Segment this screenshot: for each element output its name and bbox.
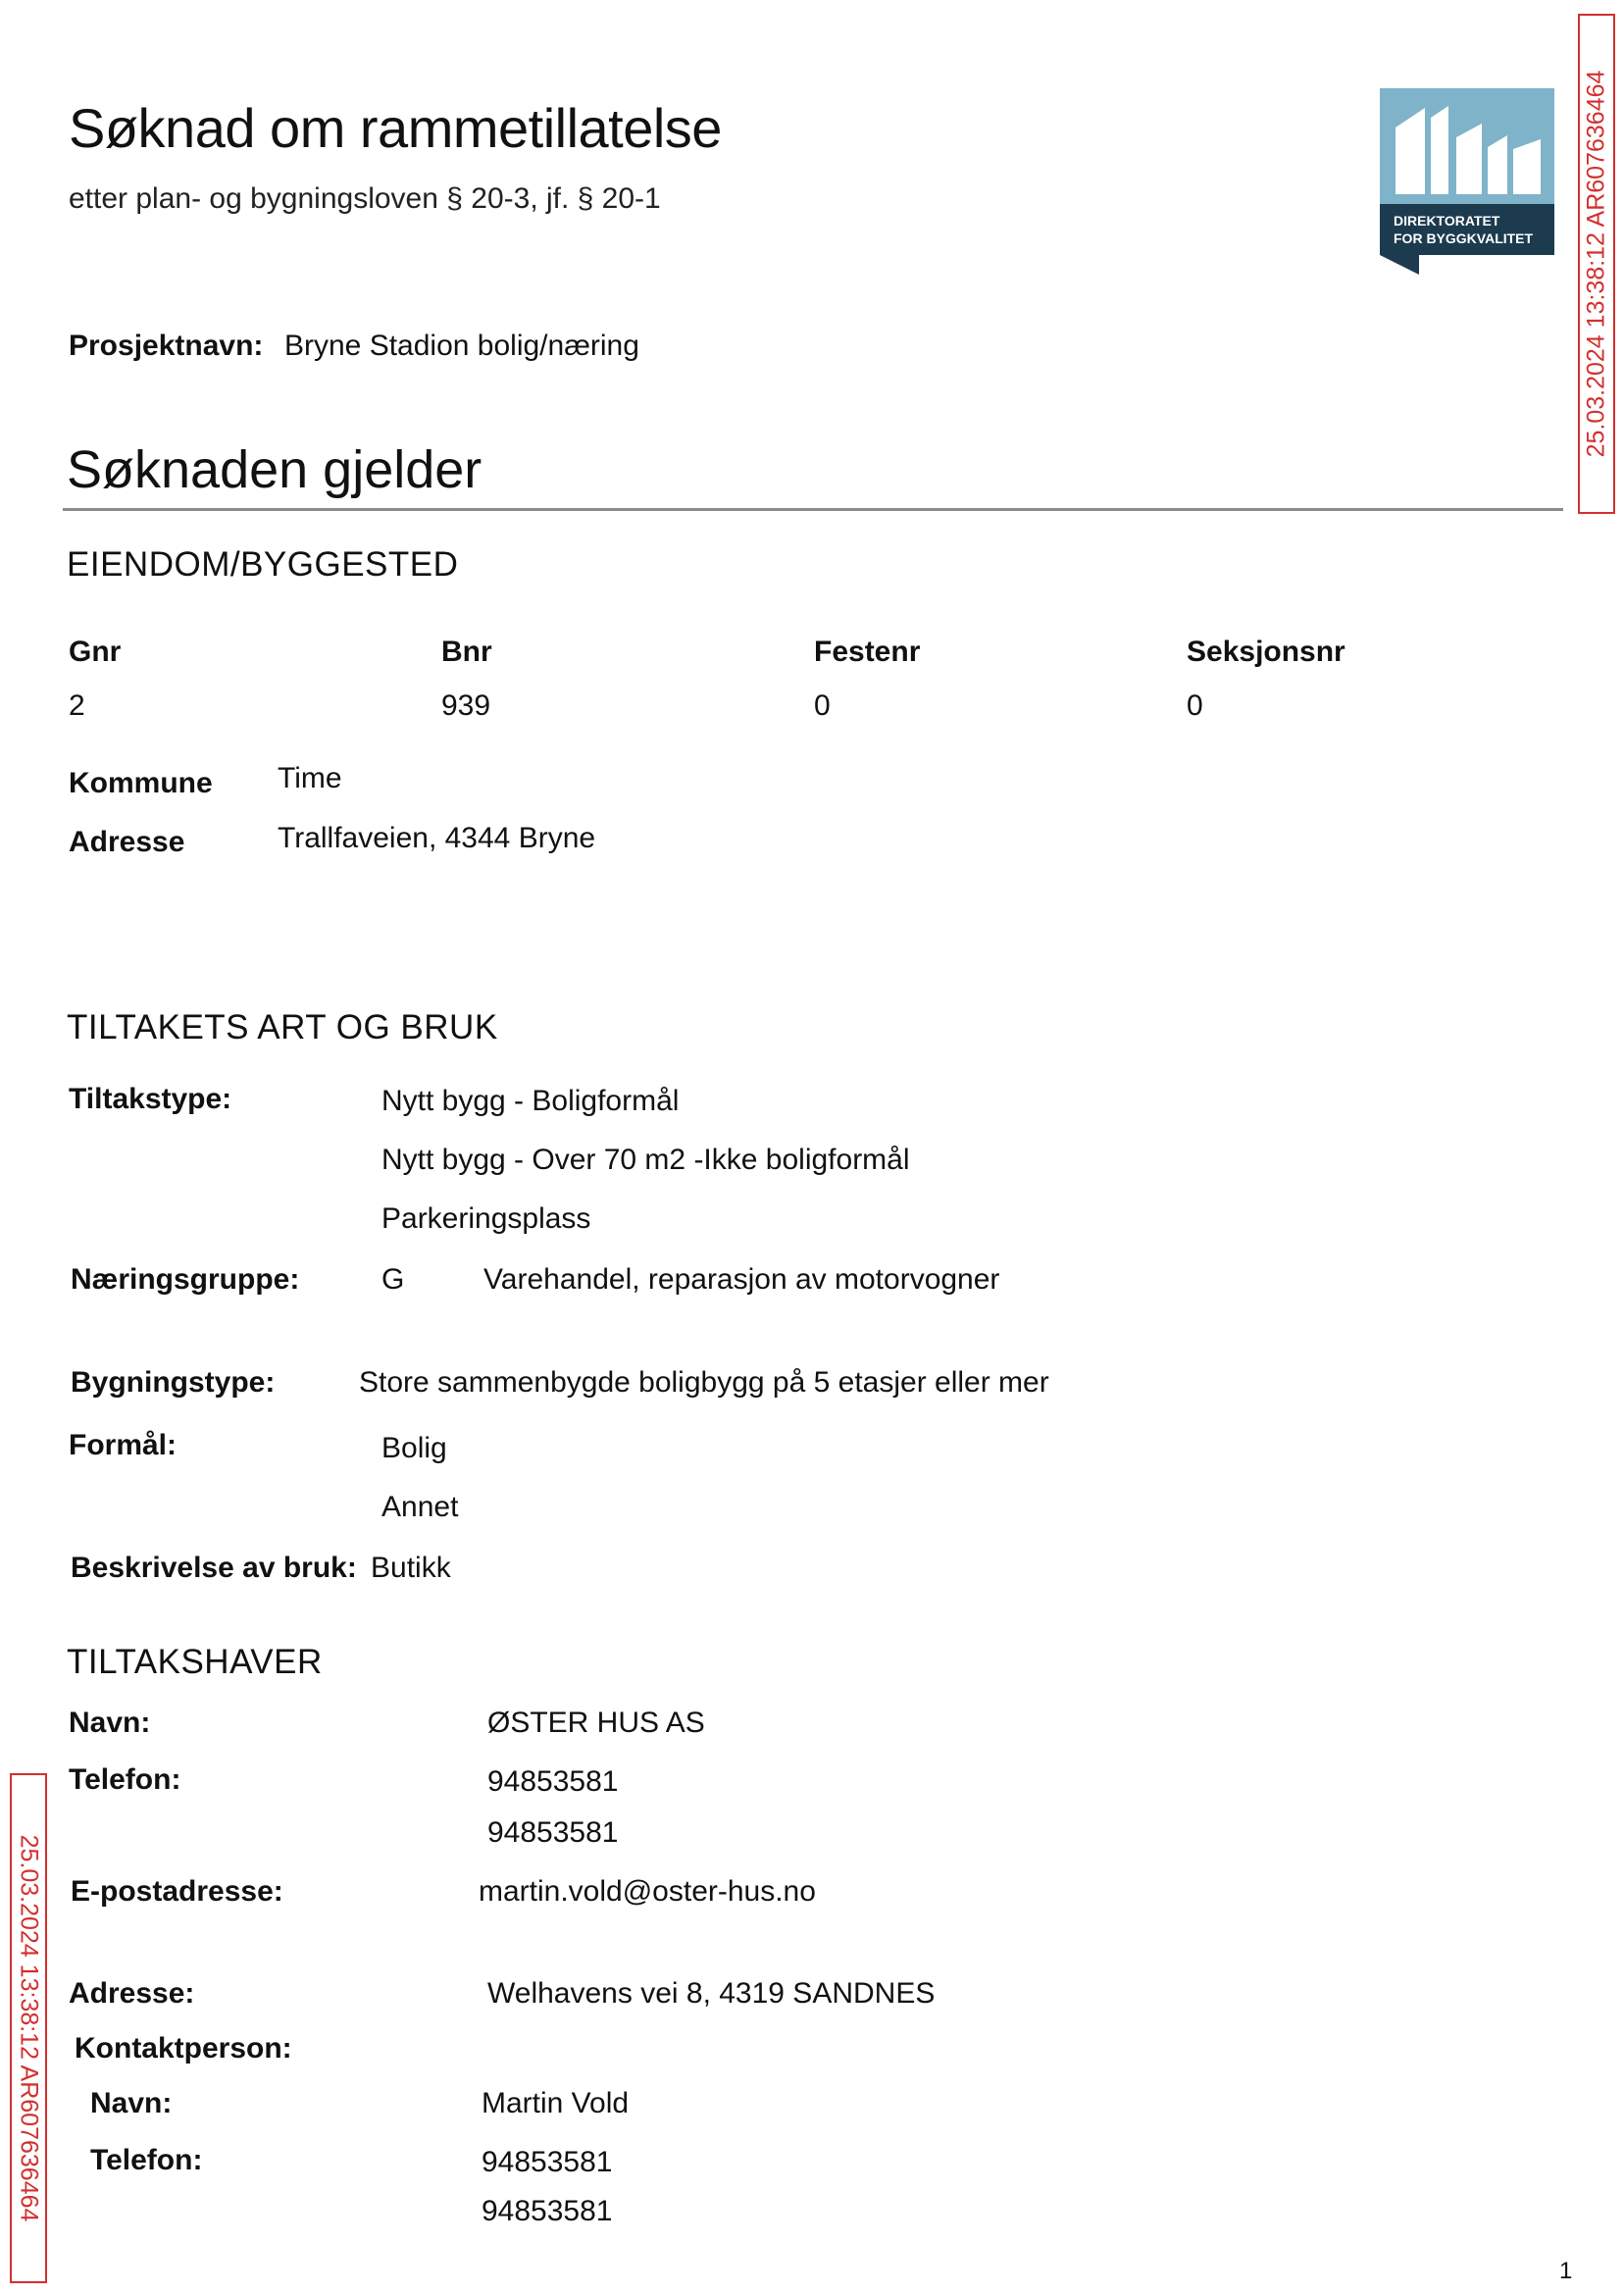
seksjonsnr-label: Seksjonsnr	[1187, 636, 1345, 668]
adresse-value: Trallfaveien, 4344 Bryne	[278, 822, 596, 854]
logo-line1: DIREKTORATET	[1394, 213, 1500, 229]
kontaktperson-label: Kontaktperson:	[75, 2032, 292, 2065]
formaal-item: Annet	[381, 1491, 459, 1523]
naeringsgruppe-text: Varehandel, reparasjon av motorvogner	[483, 1263, 1000, 1296]
festenr-label: Festenr	[814, 636, 921, 668]
document-title: Søknad om rammetillatelse	[69, 97, 722, 159]
bnr-value: 939	[441, 689, 491, 722]
festenr-value: 0	[814, 689, 831, 722]
kontakt-navn-label: Navn:	[90, 2087, 173, 2119]
bnr-label: Bnr	[441, 636, 492, 668]
naeringsgruppe-code: G	[381, 1263, 405, 1296]
document-subtitle: etter plan- og bygningsloven § 20-3, jf. § 20-1	[69, 182, 661, 215]
section-tiltakshaver-heading: TILTAKSHAVER	[67, 1643, 323, 1681]
timestamp-stamp-left	[10, 1773, 47, 2283]
kontakt-telefon-label: Telefon:	[90, 2144, 203, 2176]
section-tiltak-heading: TILTAKETS ART OG BRUK	[67, 1008, 498, 1046]
logo-line2: FOR BYGGKVALITET	[1394, 230, 1534, 246]
kontakt-telefon-value: 94853581	[482, 2195, 613, 2227]
heading-divider	[63, 508, 1563, 511]
epost-label: E-postadresse:	[71, 1875, 283, 1908]
tiltakshaver-telefon-value: 94853581	[487, 1816, 619, 1849]
seksjonsnr-value: 0	[1187, 689, 1203, 722]
formaal-item: Bolig	[381, 1432, 447, 1464]
tiltakshaver-telefon-value: 94853581	[487, 1765, 619, 1798]
kommune-label: Kommune	[69, 767, 213, 799]
section-eiendom-heading: EIENDOM/BYGGESTED	[67, 545, 459, 584]
bygningstype-label: Bygningstype:	[71, 1366, 276, 1399]
tiltakstype-item: Nytt bygg - Over 70 m2 -Ikke boligformål	[381, 1144, 910, 1176]
timestamp-stamp-right	[1578, 14, 1615, 514]
formaal-label: Formål:	[69, 1429, 178, 1461]
kontakt-telefon-value: 94853581	[482, 2146, 613, 2178]
kommune-value: Time	[278, 762, 342, 794]
stamp-text: 25.03.2024 13:38:12 AR607636464	[15, 1834, 43, 2222]
tiltakshaver-navn-label: Navn:	[69, 1707, 151, 1739]
tiltakshaver-adresse-label: Adresse:	[69, 1977, 195, 2010]
tiltakshaver-telefon-label: Telefon:	[69, 1763, 181, 1796]
dibk-logo-icon	[1380, 88, 1554, 275]
gnr-value: 2	[69, 689, 85, 722]
project-name-value: Bryne Stadion bolig/næring	[284, 330, 639, 362]
epost-value: martin.vold@oster-hus.no	[479, 1875, 816, 1908]
kontakt-navn-value: Martin Vold	[482, 2087, 630, 2119]
tiltakstype-item: Nytt bygg - Boligformål	[381, 1085, 680, 1117]
adresse-label: Adresse	[69, 826, 185, 858]
tiltakstype-item: Parkeringsplass	[381, 1202, 591, 1235]
beskrivelse-value: Butikk	[371, 1552, 451, 1584]
bygningstype-value: Store sammenbygde boligbygg på 5 etasjer eller mer	[359, 1366, 1049, 1399]
stamp-text: 25.03.2024 13:38:12 AR607636464	[1582, 70, 1610, 458]
tiltakstype-label: Tiltakstype:	[69, 1083, 232, 1115]
tiltakshaver-navn-value: ØSTER HUS AS	[487, 1707, 705, 1739]
project-name-label: Prosjektnavn:	[69, 330, 264, 362]
beskrivelse-label: Beskrivelse av bruk:	[71, 1552, 357, 1584]
tiltakshaver-adresse-value: Welhavens vei 8, 4319 SANDNES	[487, 1977, 936, 2010]
gnr-label: Gnr	[69, 636, 122, 668]
section-main-heading: Søknaden gjelder	[67, 440, 482, 499]
page-number: 1	[1559, 2258, 1573, 2284]
naeringsgruppe-label: Næringsgruppe:	[71, 1263, 300, 1296]
